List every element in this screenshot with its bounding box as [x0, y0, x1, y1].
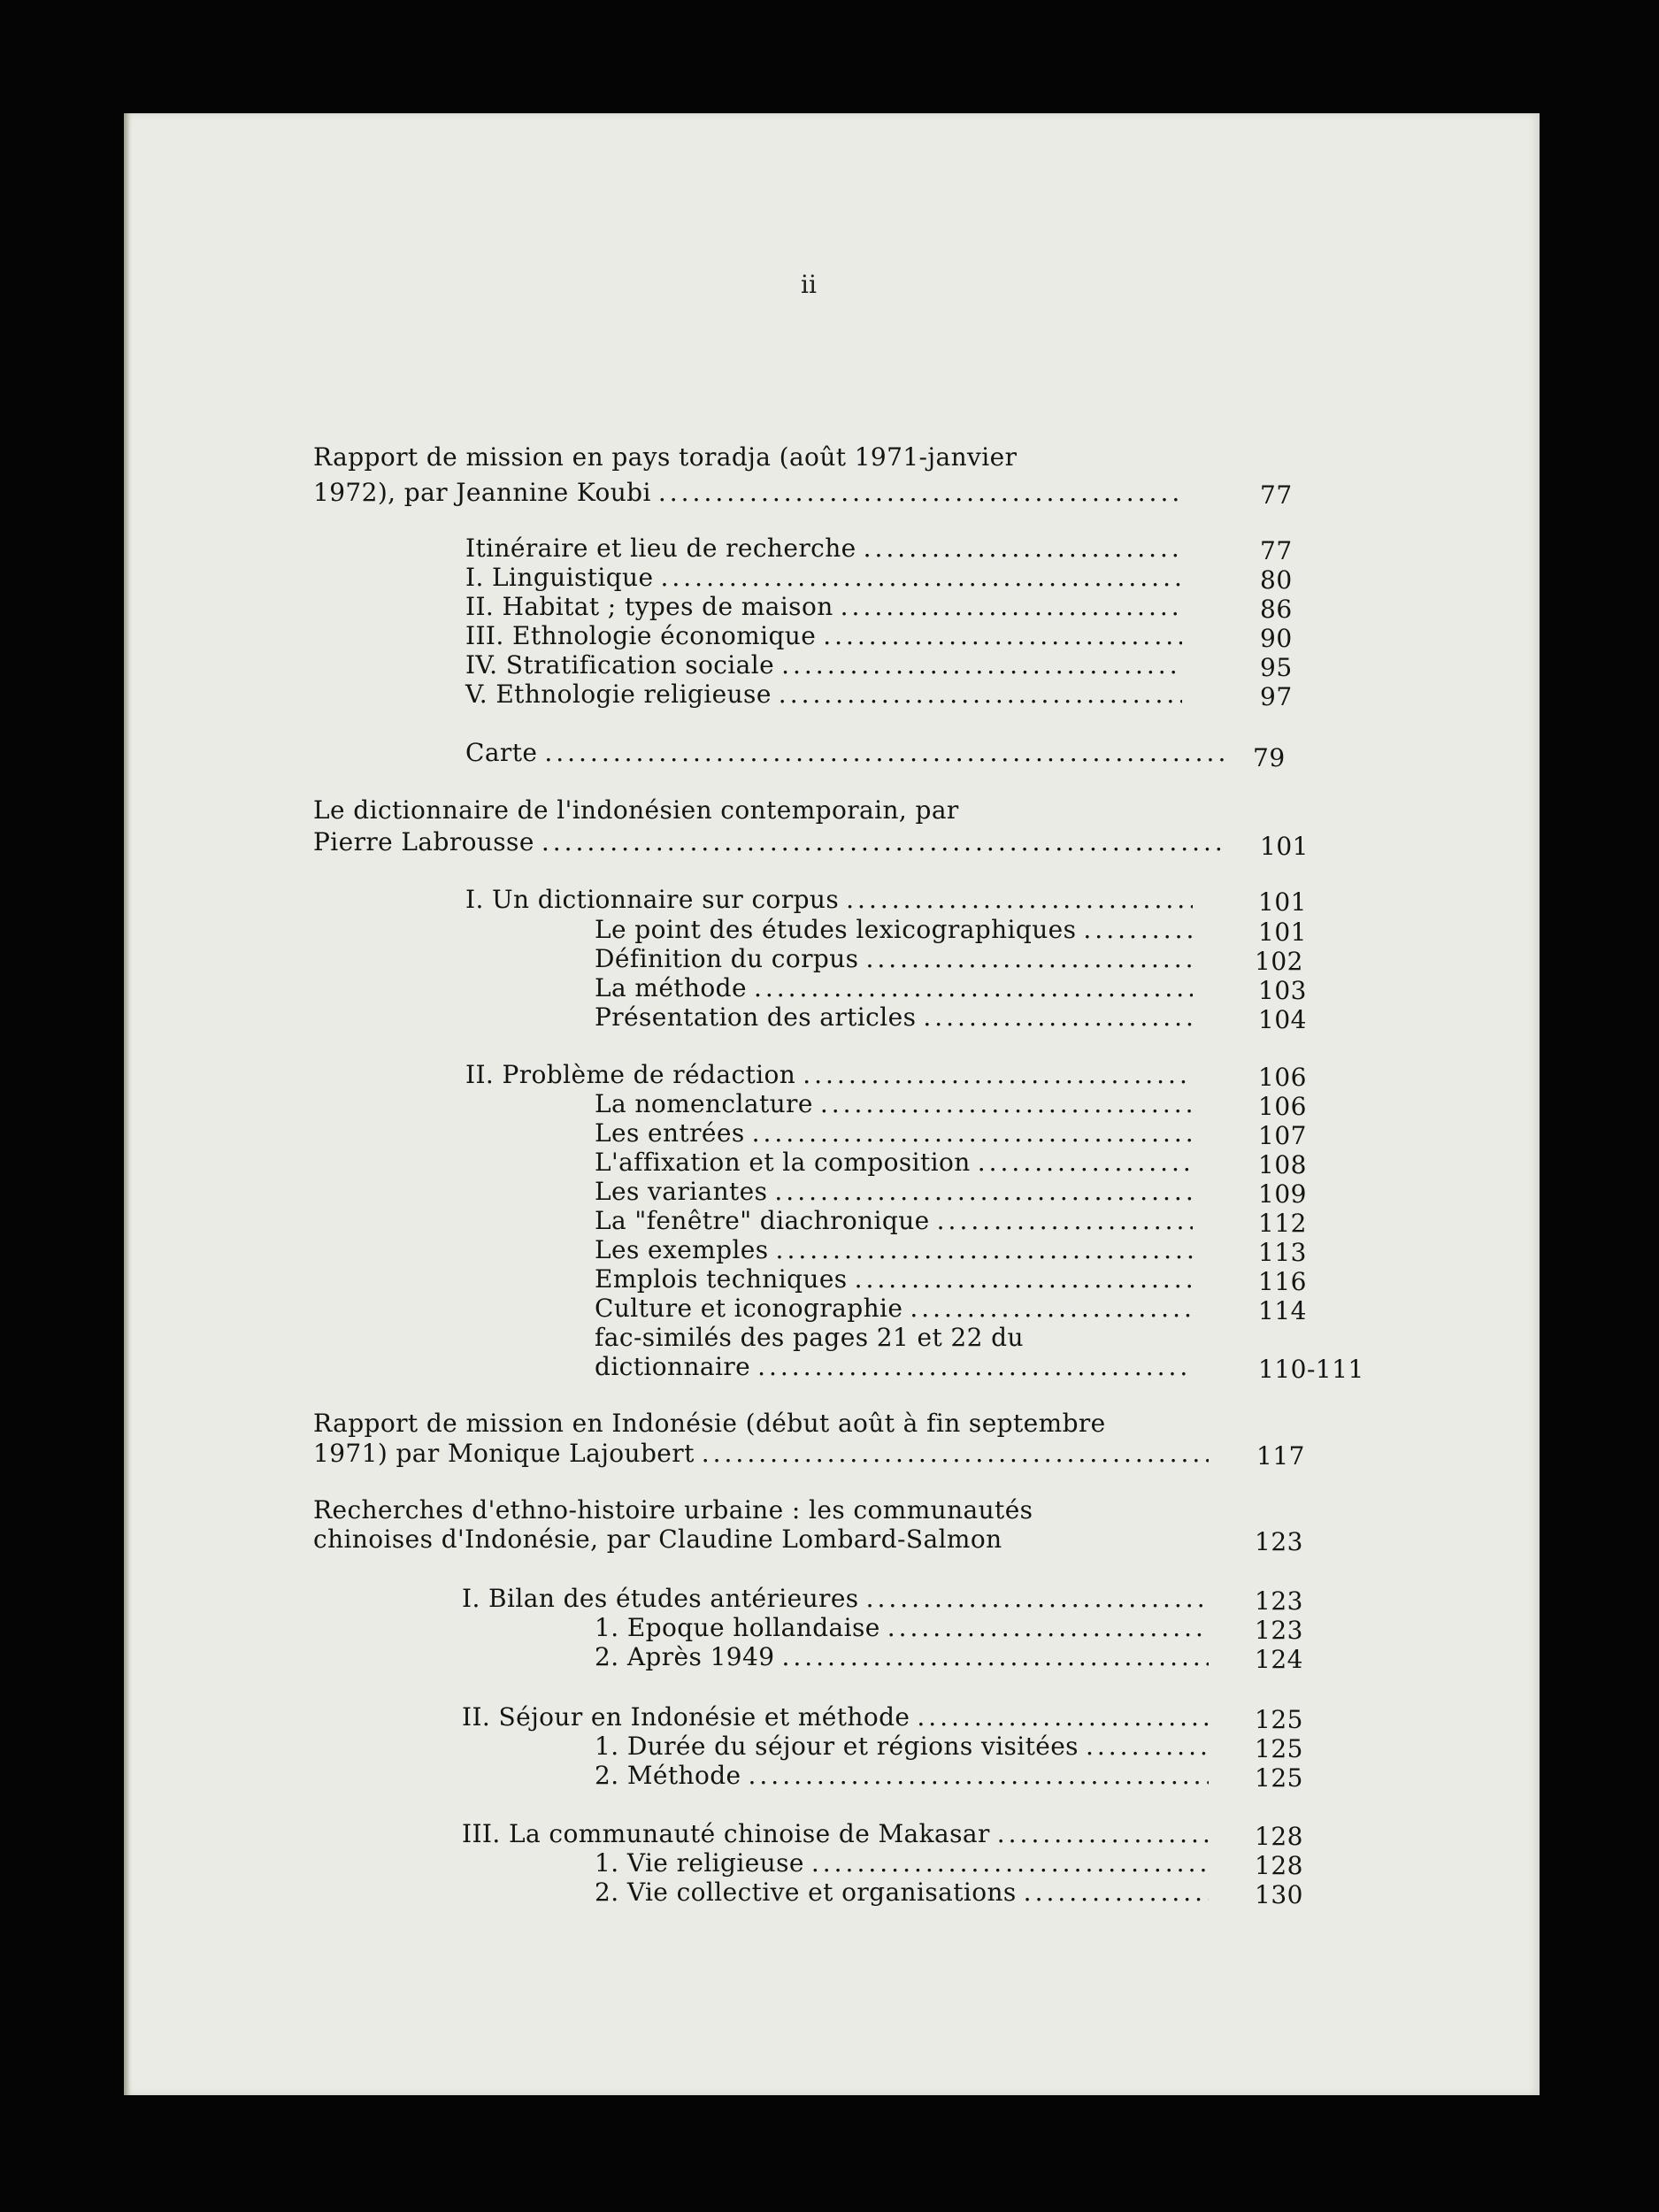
toc-entry: [595, 1206, 1200, 1236]
toc-page-ref: 123: [1255, 1586, 1303, 1616]
toc-page-ref: 112: [1258, 1209, 1307, 1238]
leader-dots: [660, 563, 1182, 592]
toc-page-ref: 79: [1253, 743, 1286, 772]
toc-page-ref: 90: [1260, 624, 1293, 653]
toc-page-ref: 110-111: [1258, 1355, 1364, 1384]
leader-dots: [702, 1439, 1209, 1468]
leader-dots: [820, 1089, 1193, 1118]
toc-entry: [313, 1439, 1216, 1469]
toc-entry-label: 1. Vie religieuse: [595, 1848, 804, 1878]
toc-page-ref: 128: [1255, 1851, 1303, 1880]
toc-entry: [465, 738, 1235, 768]
toc-heading-line: Rapport de mission en Indonésie (début août à fin septembre: [313, 1409, 1106, 1438]
toc-entry-label: Pierre Labrousse: [313, 827, 534, 856]
toc-entry-label: II. Problème de rédaction: [465, 1060, 796, 1089]
toc-page-ref: 108: [1258, 1150, 1307, 1179]
toc-entry: [465, 563, 1189, 593]
toc-entry: [595, 1235, 1200, 1265]
toc-entry: [462, 1584, 1216, 1614]
leader-dots: [749, 1761, 1210, 1790]
toc-entry: [465, 885, 1200, 915]
leader-dots: [779, 680, 1182, 709]
toc-entry-label: L'affixation et la composition: [595, 1148, 971, 1177]
toc-page-ref: 86: [1260, 595, 1293, 624]
toc-page-ref: 113: [1258, 1238, 1307, 1267]
leader-dots: [1083, 915, 1193, 944]
toc-entry: [595, 973, 1200, 1003]
toc-entry: [595, 1352, 1200, 1382]
toc-page-ref: 103: [1258, 976, 1307, 1005]
toc-entry: [595, 915, 1200, 945]
toc-entry: [595, 1177, 1200, 1207]
toc-page-ref: 116: [1258, 1267, 1307, 1296]
toc-entry-label: Les exemples: [595, 1235, 769, 1264]
toc-entry-label: Culture et iconographie: [595, 1294, 903, 1323]
leader-dots: [887, 1613, 1209, 1642]
toc-entry-label: Définition du corpus: [595, 944, 859, 973]
toc-page-ref: 77: [1260, 480, 1293, 510]
toc-heading-line: Le dictionnaire de l'indonésien contemporain, par: [313, 795, 959, 825]
toc-entry-label: 1. Epoque hollandaise: [595, 1613, 880, 1642]
toc-entry: [465, 680, 1189, 710]
page-number: ii: [801, 270, 817, 299]
toc-entry-label: IV. Stratification sociale: [465, 650, 775, 680]
toc-entry-label: dictionnaire: [595, 1352, 751, 1381]
leader-dots: [752, 1118, 1193, 1148]
leader-dots: [757, 1352, 1193, 1381]
toc-entry: [595, 1848, 1216, 1878]
toc-entry: [595, 1002, 1200, 1033]
toc-page-ref: 106: [1258, 1063, 1307, 1092]
toc-entry: [465, 592, 1189, 622]
toc-entry-label: 2. Méthode: [595, 1761, 741, 1790]
leader-dots: [910, 1294, 1193, 1323]
toc-entry-label: Le point des études lexicographiques: [595, 915, 1077, 944]
leader-dots: [1086, 1732, 1209, 1761]
leader-dots: [776, 1235, 1193, 1264]
toc-entry: [462, 1819, 1216, 1849]
toc-page-ref: 123: [1255, 1527, 1303, 1556]
toc-entry: [313, 478, 1189, 508]
leader-dots: [803, 1060, 1193, 1089]
toc-entry: [595, 944, 1200, 974]
toc-entry-label: II. Habitat ; types de maison: [465, 592, 833, 621]
toc-entry-label: Itinéraire et lieu de recherche: [465, 534, 856, 563]
toc-page-ref: 109: [1258, 1179, 1307, 1209]
leader-dots: [754, 973, 1193, 1002]
toc-entry: [465, 650, 1189, 680]
toc-page-ref: 114: [1258, 1296, 1307, 1325]
leader-dots: [855, 1264, 1193, 1294]
toc-entry-label: I. Linguistique: [465, 563, 654, 592]
toc-page-ref: 104: [1258, 1005, 1307, 1034]
toc-entry: [465, 1060, 1200, 1090]
toc-page-ref: 106: [1258, 1092, 1307, 1121]
toc-entry-label: 1971) par Monique Lajoubert: [313, 1439, 695, 1468]
toc-entry: [595, 1089, 1200, 1119]
leader-dots: [781, 650, 1182, 680]
toc-entry-label: V. Ethnologie religieuse: [465, 680, 772, 709]
toc-entry-label: Les variantes: [595, 1177, 768, 1206]
toc-entry-label: La "fenêtre" diachronique: [595, 1206, 930, 1235]
toc-entry-label: II. Séjour en Indonésie et méthode: [462, 1702, 910, 1732]
toc-page-ref: 130: [1255, 1880, 1303, 1909]
leader-dots: [866, 1584, 1209, 1613]
toc-entry-label: 1972), par Jeannine Koubi: [313, 478, 651, 507]
toc-page-ref: 101: [1258, 887, 1307, 917]
leader-dots: [997, 1819, 1209, 1848]
toc-entry: [595, 1761, 1216, 1791]
leader-dots: [917, 1702, 1209, 1732]
toc-entry: [465, 621, 1189, 651]
toc-page-ref: 125: [1255, 1734, 1303, 1763]
leader-dots: [923, 1002, 1193, 1032]
toc-page-ref: 77: [1260, 536, 1293, 565]
toc-page-ref: 128: [1255, 1822, 1303, 1851]
toc-entry: [595, 1878, 1216, 1908]
leader-dots: [811, 1848, 1209, 1878]
toc-entry-label: III. La communauté chinoise de Makasar: [462, 1819, 990, 1848]
toc-heading-line: Recherches d'ethno-histoire urbaine : les communautés: [313, 1495, 1033, 1525]
leader-dots: [978, 1148, 1193, 1177]
toc-entry: [595, 1148, 1200, 1178]
leader-dots: [937, 1206, 1193, 1235]
toc-entry-label: Carte: [465, 738, 538, 767]
leader-dots: [846, 885, 1193, 914]
toc-page-ref: 125: [1255, 1705, 1303, 1734]
toc-page-ref: 102: [1255, 947, 1303, 976]
toc-entry: [595, 1732, 1216, 1762]
toc-page-ref: 101: [1260, 832, 1309, 861]
toc-entry-label: 1. Durée du séjour et régions visitées: [595, 1732, 1079, 1761]
toc-entry-label: I. Bilan des études antérieures: [462, 1584, 859, 1613]
toc-entry-label: La nomenclature: [595, 1089, 813, 1118]
leader-dots: [823, 621, 1182, 650]
toc-entry-label: Présentation des articles: [595, 1002, 917, 1032]
toc-entry: [595, 1118, 1200, 1148]
toc-entry: [595, 1642, 1216, 1672]
toc-entry: [313, 827, 1233, 857]
toc-entry: [462, 1702, 1216, 1732]
toc-entry-label: 2. Vie collective et organisations: [595, 1878, 1017, 1907]
toc-entry-label: La méthode: [595, 973, 747, 1002]
leader-dots: [658, 478, 1182, 507]
leader-dots: [864, 534, 1182, 563]
leader-dots: [865, 944, 1193, 973]
leader-dots: [1024, 1878, 1209, 1907]
toc-heading-line: Rapport de mission en pays toradja (août 1971-janvier: [313, 442, 1018, 472]
toc-entry-label: I. Un dictionnaire sur corpus: [465, 885, 840, 914]
toc-page-ref: 124: [1255, 1645, 1303, 1674]
toc-entry-label: III. Ethnologie économique: [465, 621, 817, 650]
leader-dots: [774, 1177, 1193, 1206]
toc-entry: [595, 1294, 1200, 1324]
toc-entry-label: Les entrées: [595, 1118, 745, 1148]
toc-entry-label: Emplois techniques: [595, 1264, 848, 1294]
toc-page-ref: 125: [1255, 1763, 1303, 1793]
leader-dots: [544, 738, 1228, 767]
toc-entry-label: fac-similés des pages 21 et 22 du: [595, 1323, 1024, 1352]
toc-entry: [595, 1264, 1200, 1294]
toc-page-ref: 97: [1260, 682, 1293, 711]
leader-dots: [841, 592, 1182, 621]
toc-page-ref: 101: [1258, 918, 1307, 947]
toc-page-ref: 80: [1260, 565, 1293, 595]
toc-entry-label: 2. Après 1949: [595, 1642, 775, 1671]
toc-page-ref: 117: [1256, 1441, 1305, 1471]
toc-entry-label: chinoises d'Indonésie, par Claudine Lombard-Salmon: [313, 1525, 1002, 1554]
leader-dots: [781, 1642, 1209, 1671]
toc-entry: [595, 1613, 1216, 1643]
toc-page-ref: 107: [1258, 1121, 1307, 1150]
leader-dots: [541, 827, 1226, 856]
toc-page-ref: 123: [1255, 1616, 1303, 1645]
toc-page-ref: 95: [1260, 653, 1293, 682]
toc-entry: [465, 534, 1189, 564]
